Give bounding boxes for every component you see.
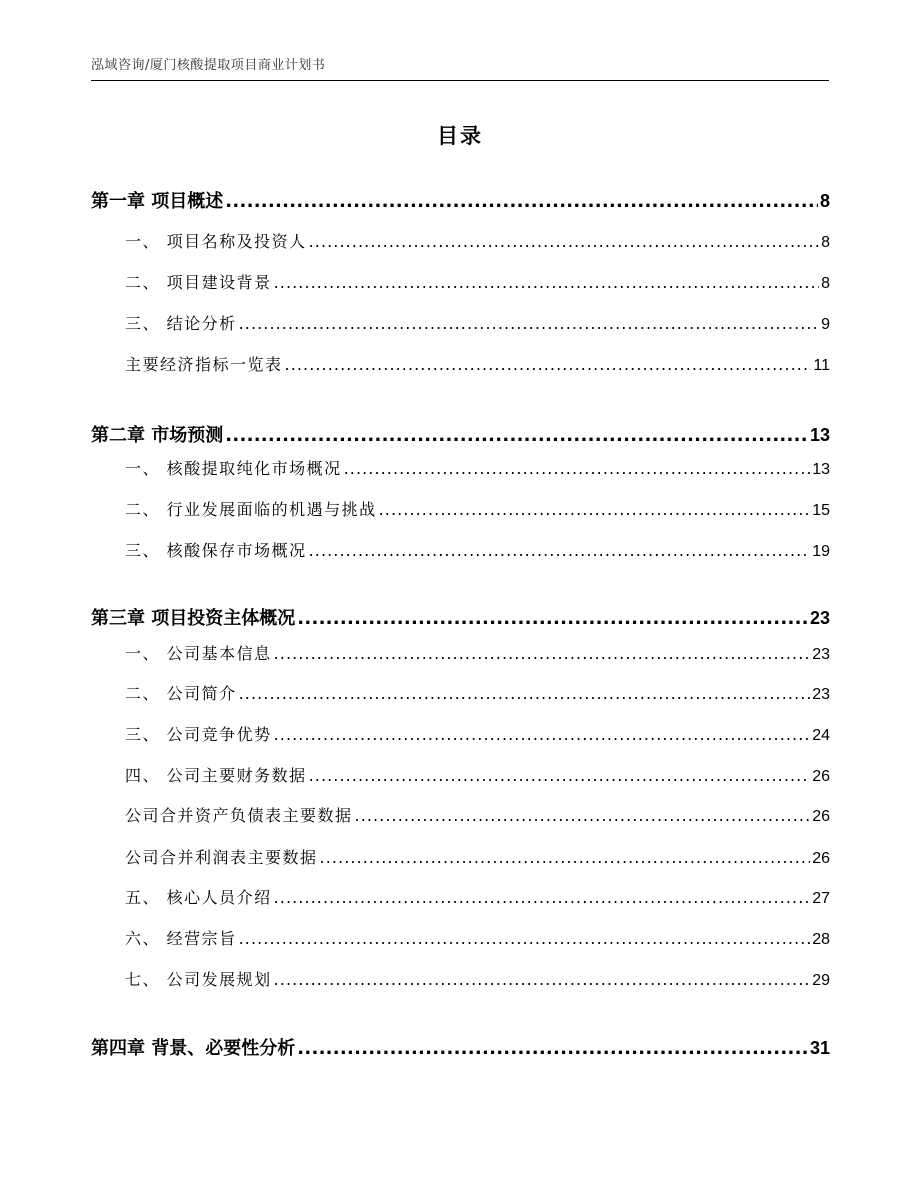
dot-leader <box>309 232 820 251</box>
toc-entry-page-number: 26 <box>812 768 830 785</box>
toc-entry-label: 七、 公司发展规划 <box>125 970 272 989</box>
toc-entry-page-number: 26 <box>812 850 830 867</box>
dot-leader <box>274 644 811 663</box>
toc-chapter-entry[interactable] <box>91 1034 830 1060</box>
toc-section-entry[interactable] <box>125 229 830 252</box>
toc-section-entry[interactable] <box>125 926 830 949</box>
toc-entry-label: 公司合并利润表主要数据 <box>125 848 318 867</box>
toc-entry-label: 第四章 背景、必要性分析 <box>91 1038 296 1059</box>
toc-entry-page-number: 23 <box>809 608 830 628</box>
toc-chapter-entry[interactable] <box>91 604 830 630</box>
toc-entry-label: 公司合并资产负债表主要数据 <box>125 806 353 825</box>
dot-leader <box>344 459 811 478</box>
dot-leader <box>274 725 811 744</box>
dot-leader <box>355 806 811 825</box>
dot-leader <box>274 273 820 292</box>
toc-section-entry[interactable] <box>125 456 830 479</box>
toc-entry-label: 六、 经营宗旨 <box>125 929 237 948</box>
toc-entry-page-number: 13 <box>812 461 830 478</box>
toc-section-entry[interactable] <box>125 763 830 786</box>
toc-entry-label: 二、 公司简介 <box>125 684 237 703</box>
running-header: 泓域咨询/厦门核酸提取项目商业计划书 <box>91 58 326 73</box>
toc-entry-page-number: 8 <box>819 191 830 211</box>
toc-section-entry[interactable] <box>125 352 830 375</box>
dot-leader <box>225 191 818 212</box>
dot-leader <box>285 355 812 374</box>
toc-entry-page-number: 8 <box>821 275 830 292</box>
dot-leader <box>239 684 811 703</box>
toc-entry-label: 第一章 项目概述 <box>91 191 224 212</box>
dot-leader <box>274 888 811 907</box>
toc-entry-page-number: 26 <box>812 808 830 825</box>
dot-leader <box>309 766 811 785</box>
toc-section-entry[interactable] <box>125 967 830 990</box>
header-rule <box>91 80 829 81</box>
toc-section-entry[interactable] <box>125 538 830 561</box>
toc-section-entry[interactable] <box>125 681 830 704</box>
toc-entry-page-number: 8 <box>821 234 830 251</box>
toc-entry-page-number: 27 <box>812 890 830 907</box>
toc-entry-label: 一、 公司基本信息 <box>125 644 272 663</box>
toc-entry-label: 主要经济指标一览表 <box>125 355 283 374</box>
toc-entry-page-number: 11 <box>813 357 830 374</box>
toc-entry-page-number: 15 <box>812 502 830 519</box>
toc-entry-label: 一、 项目名称及投资人 <box>125 232 307 251</box>
toc-entry-label: 一、 核酸提取纯化市场概况 <box>125 459 342 478</box>
toc-section-entry[interactable] <box>125 722 830 745</box>
toc-chapter-entry[interactable] <box>91 421 830 447</box>
dot-leader <box>239 929 811 948</box>
toc-section-entry[interactable] <box>125 845 830 868</box>
toc-entry-page-number: 28 <box>812 931 830 948</box>
dot-leader <box>274 970 811 989</box>
toc-chapter-entry[interactable] <box>91 187 830 213</box>
toc-entry-page-number: 31 <box>809 1038 830 1058</box>
toc-entry-page-number: 19 <box>812 543 830 560</box>
toc-entry-page-number: 23 <box>812 646 830 663</box>
toc-section-entry[interactable] <box>125 311 830 334</box>
toc-section-entry[interactable] <box>125 270 830 293</box>
toc-section-entry[interactable] <box>125 497 830 520</box>
toc-entry-label: 第三章 项目投资主体概况 <box>91 608 296 629</box>
toc-entry-page-number: 13 <box>809 425 830 445</box>
toc-entry-label: 三、 公司竞争优势 <box>125 725 272 744</box>
dot-leader <box>297 608 808 629</box>
dot-leader <box>225 425 808 446</box>
dot-leader <box>320 848 811 867</box>
dot-leader <box>309 541 811 560</box>
toc-entry-page-number: 9 <box>821 316 830 333</box>
toc-entry-page-number: 29 <box>812 972 830 989</box>
toc-title: 目录 <box>437 124 483 148</box>
dot-leader <box>239 314 820 333</box>
toc-entry-label: 三、 结论分析 <box>125 314 237 333</box>
toc-entry-label: 五、 核心人员介绍 <box>125 888 272 907</box>
toc-entry-page-number: 24 <box>812 727 830 744</box>
dot-leader <box>297 1038 808 1059</box>
dot-leader <box>379 500 811 519</box>
toc-entry-label: 第二章 市场预测 <box>91 425 224 446</box>
toc-section-entry[interactable] <box>125 641 830 664</box>
toc-entry-label: 四、 公司主要财务数据 <box>125 766 307 785</box>
toc-entry-label: 三、 核酸保存市场概况 <box>125 541 307 560</box>
toc-entry-page-number: 23 <box>812 686 830 703</box>
toc-entry-label: 二、 项目建设背景 <box>125 273 272 292</box>
toc-section-entry[interactable] <box>125 885 830 908</box>
toc-entry-label: 二、 行业发展面临的机遇与挑战 <box>125 500 377 519</box>
toc-section-entry[interactable] <box>125 803 830 826</box>
